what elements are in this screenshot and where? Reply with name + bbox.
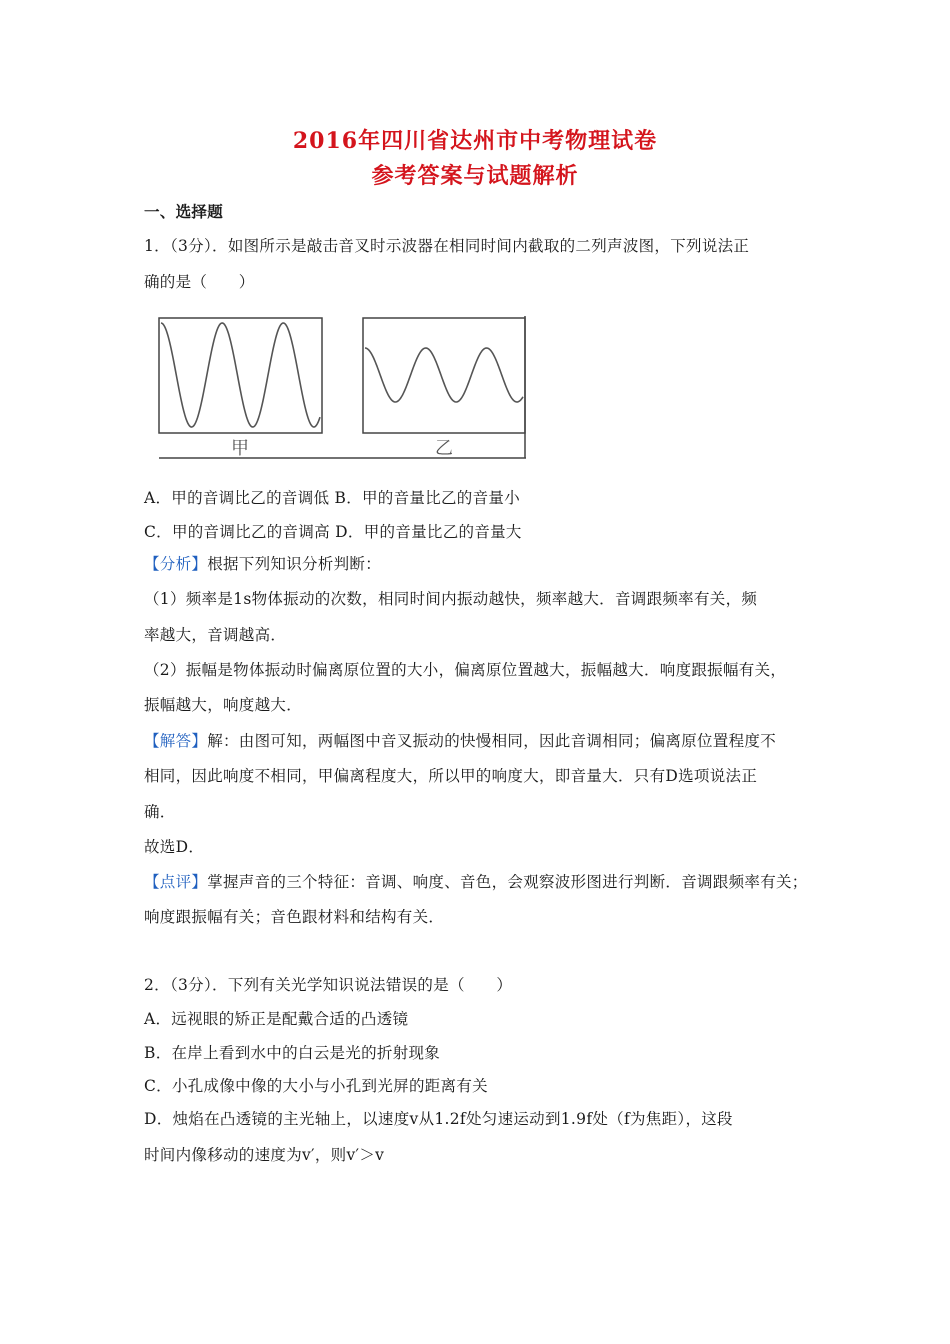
q1-answer-line-3: 确．	[144, 803, 176, 821]
q2-option-b: B．在岸上看到水中的白云是光的折射现象	[144, 1044, 441, 1062]
waveform-svg	[156, 312, 530, 462]
section-heading: 一、选择题	[144, 202, 224, 221]
q1-comment-line-1	[144, 870, 808, 892]
q1-answer-line-2: 相同，因此响度不相同，甲偏离程度大，所以甲的响度大，即音量大．只有D选项说法正	[144, 767, 758, 785]
analysis-text: 根据下列知识分析判断：	[207, 555, 382, 573]
waveform-box-right	[363, 318, 525, 433]
waveform-box-left	[159, 318, 322, 433]
q1-comment-line-2: 响度跟振幅有关；音色跟材料和结构有关．	[144, 908, 445, 926]
answer-text-1: 解：由图可知，两幅图中音叉振动的快慢相同，因此音调相同；偏离原位置程度不	[207, 732, 777, 750]
q2-stem: 2．（3分）．下列有关光学知识说法错误的是（ ）	[144, 976, 513, 994]
q2-option-c: C．小孔成像中像的大小与小孔到光屏的距离有关	[144, 1077, 488, 1095]
analysis-point-1-line-1: （1）频率是1s物体振动的次数，相同时间内振动越快，频率越大．音调跟频率有关，频	[144, 590, 758, 608]
page-subtitle: 参考答案与试题解析	[371, 163, 579, 189]
q2-option-d-line-1: D．烛焰在凸透镜的主光轴上，以速度v从1.2f处匀速运动到1.9f处（f为焦距），这段	[144, 1110, 733, 1128]
analysis-tag: 【分析】	[144, 555, 208, 573]
answer-tag: 【解答】	[144, 732, 208, 750]
comment-text-1: 掌握声音的三个特征：音调、响度、音色，会观察波形图进行判断．音调跟频率有关；	[207, 873, 808, 891]
figure-label-jia: 甲	[231, 438, 249, 459]
waveform-figure	[156, 312, 530, 462]
q1-stem-line-1: 1．（3分）．如图所示是敲击音叉时示波器在相同时间内截取的二列声波图，下列说法正	[144, 237, 750, 255]
q1-stem-line-2: 确的是（ ）	[144, 273, 255, 291]
figure-label-yi: 乙	[435, 438, 453, 459]
page-title: 2016年四川省达州市中考物理试卷	[292, 128, 658, 154]
q2-option-a: A．远视眼的矫正是配戴合适的凸透镜	[144, 1010, 409, 1028]
q1-analysis-line	[144, 552, 381, 574]
comment-tag: 【点评】	[144, 873, 208, 891]
q1-options-ab: A．甲的音调比乙的音调低 B．甲的音量比乙的音量小	[144, 489, 521, 507]
analysis-point-1-line-2: 率越大，音调越高．	[144, 626, 287, 644]
analysis-point-2-line-1: （2）振幅是物体振动时偏离原位置的大小，偏离原位置越大，振幅越大．响度跟振幅有关，	[144, 661, 787, 679]
q1-answer-line-1	[144, 729, 776, 751]
q2-option-d-line-2: 时间内像移动的速度为v′，则v′＞v	[144, 1146, 385, 1164]
q1-options-cd: C．甲的音调比乙的音调高 D．甲的音量比乙的音量大	[144, 523, 522, 541]
q1-answer-line-4: 故选D．	[144, 838, 205, 856]
analysis-point-2-line-2: 振幅越大，响度越大．	[144, 696, 303, 714]
wave-right-yi	[365, 348, 523, 402]
wave-left-jia	[161, 323, 320, 427]
